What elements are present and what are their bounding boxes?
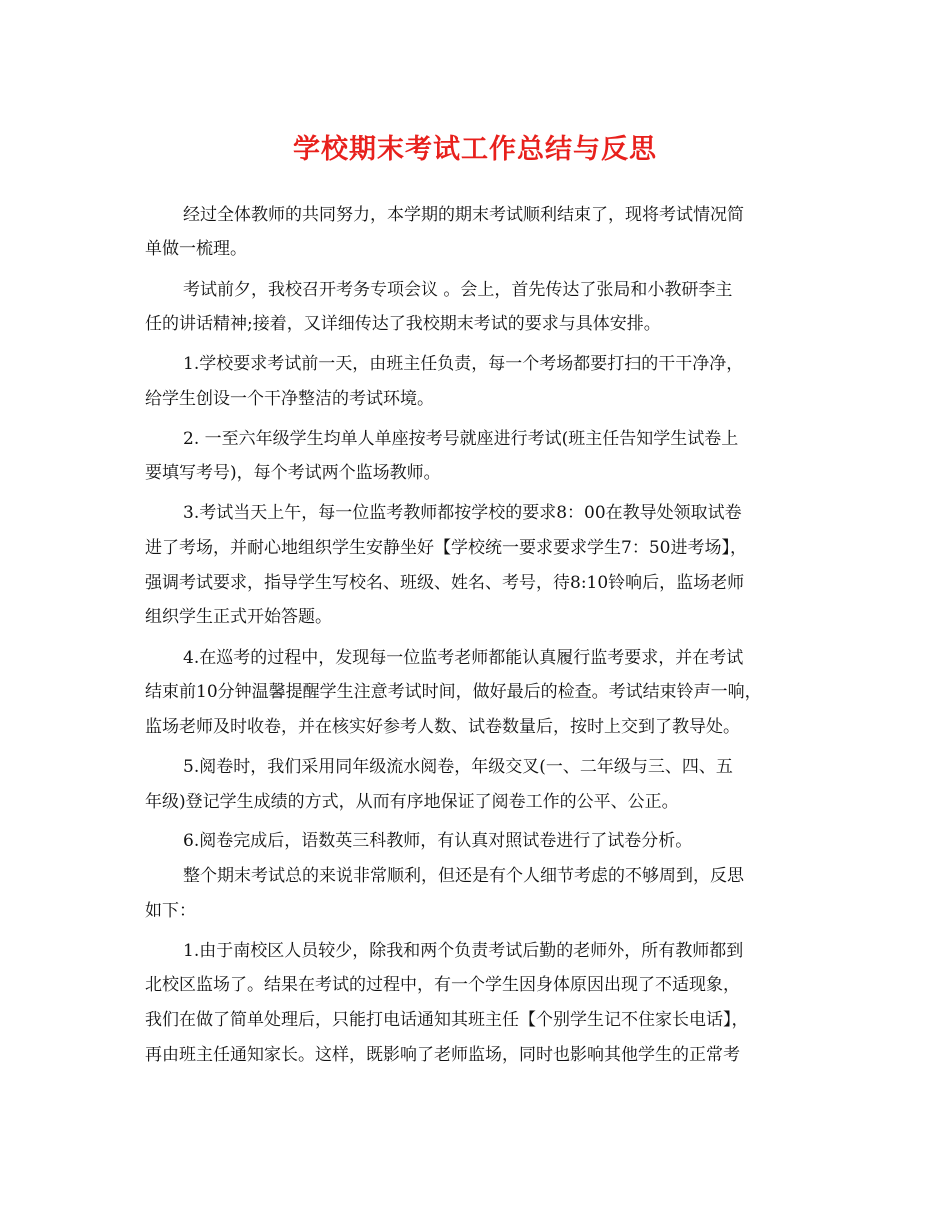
paragraph-line: 给学生创设一个干净整洁的考试环境。 — [145, 389, 434, 409]
paragraph-line: 如下： — [145, 901, 196, 921]
paragraph-line: 整个期末考试总的来说非常顺利，但还是有个人细节考虑的不够周到，反思 — [183, 866, 744, 886]
paragraph-line: 再由班主任通知家长。这样，既影响了老师监场，同时也影响其他学生的正常考 — [145, 1045, 740, 1065]
paragraph-line: 4.在巡考的过程中，发现每一位监考老师都能认真履行监考要求，并在考试 — [183, 648, 744, 668]
paragraph-line: 2. 一至六年级学生均单人单座按考号就座进行考试(班主任告知学生试卷上 — [183, 429, 739, 449]
paragraph-line: 监场老师及时收卷，并在核实好参考人数、试卷数量后，按时上交到了教导处。 — [145, 717, 740, 737]
paragraph-line: 经过全体教师的共同努力，本学期的期末考试顺利结束了，现将考试情况简 — [183, 205, 744, 225]
paragraph-line: 3.考试当天上午，每一位监考教师都按学校的要求8：00在教导处领取试卷 — [183, 503, 742, 523]
paragraph-line: 强调考试要求，指导学生写校名、班级、姓名、考号，待8:10铃响后，监场老师 — [145, 573, 745, 593]
paragraph-line: 6.阅卷完成后，语数英三科教师，有认真对照试卷进行了试卷分析。 — [183, 831, 693, 851]
paragraph-line: 我们在做了简单处理后，只能打电话通知其班主任【个别学生记不住家长电话】， — [145, 1010, 749, 1030]
paragraph-line: 考试前夕，我校召开考务专项会议 。会上，首先传达了张局和小教研李主 — [183, 280, 733, 300]
paragraph-line: 年级)登记学生成绩的方式，从而有序地保证了阅卷工作的公平、公正。 — [145, 792, 679, 812]
paragraph-line: 结束前10分钟温馨提醒学生注意考试时间，做好最后的检查。考试结束铃声一响， — [145, 682, 762, 702]
paragraph-line: 单做一梳理。 — [145, 239, 247, 259]
paragraph-line: 1.学校要求考试前一天，由班主任负责，每一个考场都要打扫的干干净净， — [183, 354, 744, 374]
paragraph-line: 要填写考号)，每个考试两个监场教师。 — [145, 463, 441, 483]
paragraph-line: 5.阅卷时，我们采用同年级流水阅卷，年级交叉(一、二年级与三、四、五 — [183, 757, 733, 777]
paragraph-line: 北校区监场了。结果在考试的过程中，有一个学生因身体原因出现了不适现象， — [145, 975, 740, 995]
paragraph-line: 任的讲话精神;接着，又详细传达了我校期末考试的要求与具体安排。 — [145, 314, 661, 334]
paragraph-line: 1.由于南校区人员较少，除我和两个负责考试后勤的老师外，所有教师都到 — [183, 941, 744, 961]
paragraph-line: 组织学生正式开始答题。 — [145, 607, 332, 627]
paragraph-line: 进了考场，并耐心地组织学生安静坐好【学校统一要求要求学生7：50进考场】， — [145, 538, 747, 558]
document-title: 学校期末考试工作总结与反思 — [293, 134, 657, 165]
